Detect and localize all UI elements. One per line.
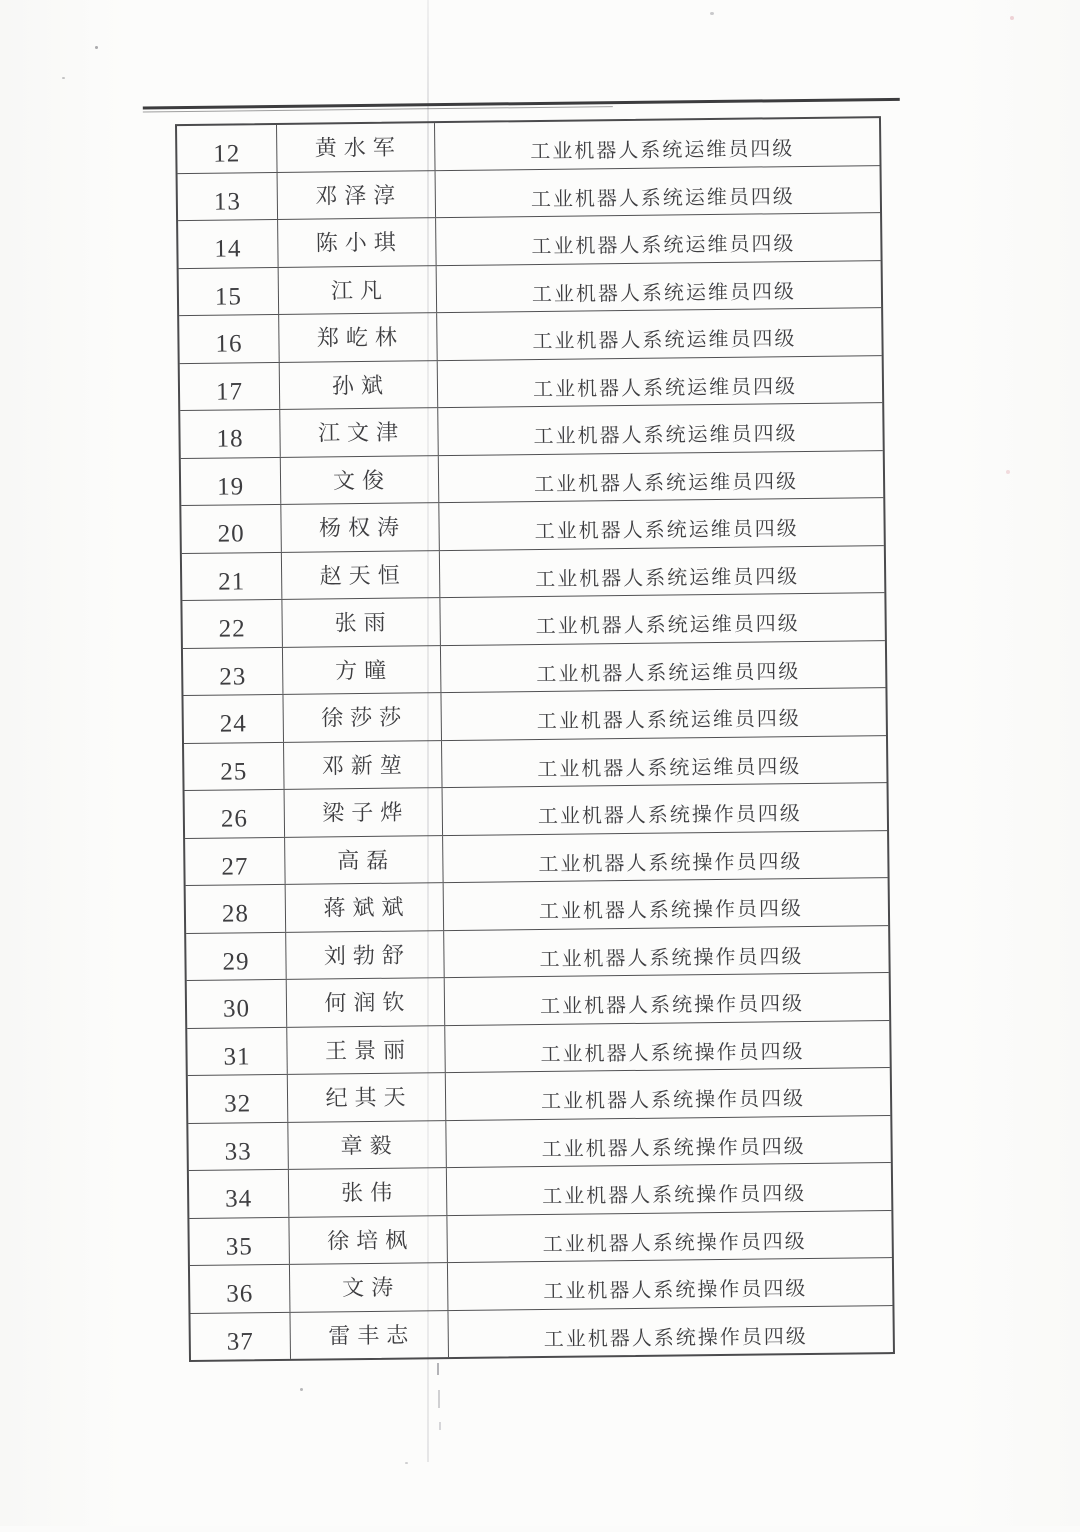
person-name-cell: 何润钦 [287, 978, 446, 1026]
person-name-cell: 郑屹林 [279, 313, 438, 361]
certification-cell: 工业机器人系统操作员四级 [543, 1325, 808, 1351]
person-name-cell: 王景丽 [287, 1026, 446, 1074]
row-number-cell: 34 [189, 1170, 290, 1218]
certification-cell: 工业机器人系统运维员四级 [532, 328, 797, 354]
table-row [187, 1021, 889, 1076]
certification-cell: 工业机器人系统运维员四级 [531, 233, 796, 259]
table-row [189, 1163, 891, 1218]
row-number-cell: 14 [178, 220, 279, 268]
person-name-cell: 蒋斌斌 [286, 883, 445, 931]
certification-cell: 工业机器人系统运维员四级 [536, 660, 801, 686]
table-row [178, 213, 880, 268]
table-row [190, 1258, 892, 1313]
certification-cell: 工业机器人系统操作员四级 [541, 1135, 806, 1161]
person-name-cell: 雷丰志 [290, 1311, 449, 1359]
person-name-cell: 江文津 [280, 408, 439, 456]
table-row [177, 118, 879, 173]
person-name-cell: 邓泽淳 [278, 171, 437, 219]
row-number-cell: 13 [178, 172, 279, 220]
certification-cell: 工业机器人系统运维员四级 [533, 423, 798, 449]
table-row [178, 166, 880, 221]
table-row [185, 783, 887, 838]
row-number-cell: 16 [179, 315, 280, 363]
row-number-cell: 21 [182, 552, 283, 600]
row-number-cell: 19 [181, 457, 282, 505]
certification-cell: 工业机器人系统运维员四级 [532, 375, 798, 401]
person-name-cell: 邓新堃 [284, 741, 443, 789]
table-row [179, 308, 881, 363]
row-number-cell: 32 [188, 1075, 289, 1123]
certification-cell: 工业机器人系统操作员四级 [539, 945, 804, 971]
certification-roster-table [175, 116, 895, 1362]
row-number-cell: 27 [185, 837, 286, 885]
row-number-cell: 29 [186, 932, 287, 980]
certification-cell: 工业机器人系统运维员四级 [530, 185, 795, 211]
person-name-cell: 梁子烨 [285, 788, 444, 836]
person-name-cell: 文俊 [281, 456, 440, 504]
person-name-cell: 张伟 [289, 1168, 448, 1216]
certification-cell: 工业机器人系统运维员四级 [534, 518, 799, 544]
row-number-cell: 37 [190, 1312, 291, 1360]
certification-cell: 工业机器人系统运维员四级 [536, 708, 801, 734]
person-name-cell: 文涛 [290, 1263, 449, 1311]
person-name-cell: 章毅 [288, 1121, 447, 1169]
certification-cell: 工业机器人系统操作员四级 [542, 1230, 807, 1256]
row-number-cell: 33 [188, 1122, 289, 1170]
person-name-cell: 纪其天 [288, 1073, 447, 1121]
person-name-cell: 赵天恒 [282, 551, 441, 599]
certification-cell: 工业机器人系统运维员四级 [535, 565, 800, 591]
person-name-cell: 高磊 [285, 836, 444, 884]
row-number-cell: 12 [177, 125, 278, 173]
row-number-cell: 24 [183, 695, 284, 743]
row-number-cell: 31 [187, 1027, 288, 1075]
row-number-cell: 30 [187, 980, 288, 1028]
row-number-cell: 20 [181, 505, 282, 553]
row-number-cell: 25 [184, 742, 285, 790]
table-row [186, 878, 888, 933]
table-row [180, 403, 882, 458]
row-number-cell: 18 [180, 410, 281, 458]
certification-cell: 工业机器人系统操作员四级 [540, 1088, 806, 1114]
certification-cell: 工业机器人系统运维员四级 [537, 755, 802, 781]
person-name-cell: 张雨 [282, 598, 441, 646]
row-number-cell: 15 [179, 267, 280, 315]
certification-cell: 工业机器人系统运维员四级 [533, 470, 799, 496]
person-name-cell: 徐培枫 [289, 1216, 448, 1264]
table-row [188, 1068, 890, 1123]
table-row [184, 736, 886, 791]
table-row [188, 1116, 890, 1171]
person-name-cell: 刘勃舒 [286, 931, 445, 979]
person-name-cell: 黄水军 [277, 123, 436, 171]
certification-cell: 工业机器人系统操作员四级 [543, 1278, 808, 1303]
certification-cell: 工业机器人系统操作员四级 [540, 1040, 805, 1066]
person-name-cell: 方曈 [283, 646, 442, 694]
row-number-cell: 28 [186, 885, 287, 933]
table-row [185, 831, 887, 886]
row-number-cell: 22 [182, 600, 283, 648]
table-row [190, 1306, 892, 1360]
table-row [180, 356, 882, 411]
table-row [182, 593, 884, 648]
row-number-cell: 36 [190, 1265, 291, 1313]
row-number-cell: 17 [180, 362, 281, 410]
table-row [187, 973, 889, 1028]
table-row [186, 926, 888, 981]
row-number-cell: 23 [183, 647, 284, 695]
person-name-cell: 徐莎莎 [283, 693, 442, 741]
certification-cell: 工业机器人系统运维员四级 [535, 613, 800, 639]
table-row [181, 451, 883, 506]
certification-cell: 工业机器人系统操作员四级 [542, 1183, 807, 1209]
certification-cell: 工业机器人系统操作员四级 [538, 898, 804, 924]
table-row [181, 498, 883, 553]
person-name-cell: 孙斌 [280, 361, 439, 409]
certification-cell: 工业机器人系统运维员四级 [530, 138, 795, 164]
row-number-cell: 26 [185, 790, 286, 838]
person-name-cell: 江凡 [279, 266, 438, 314]
person-name-cell: 杨权涛 [281, 503, 440, 551]
row-number-cell: 35 [189, 1217, 290, 1265]
table-row [182, 546, 884, 601]
certification-cell: 工业机器人系统操作员四级 [538, 850, 803, 876]
person-name-cell: 陈小琪 [278, 218, 437, 266]
table-row [183, 641, 885, 696]
certification-cell: 工业机器人系统操作员四级 [539, 993, 805, 1019]
table-row [183, 688, 885, 743]
certification-cell: 工业机器人系统运维员四级 [531, 280, 797, 306]
table-row [179, 261, 881, 316]
table-row [189, 1211, 891, 1266]
certification-cell: 工业机器人系统操作员四级 [537, 803, 802, 829]
